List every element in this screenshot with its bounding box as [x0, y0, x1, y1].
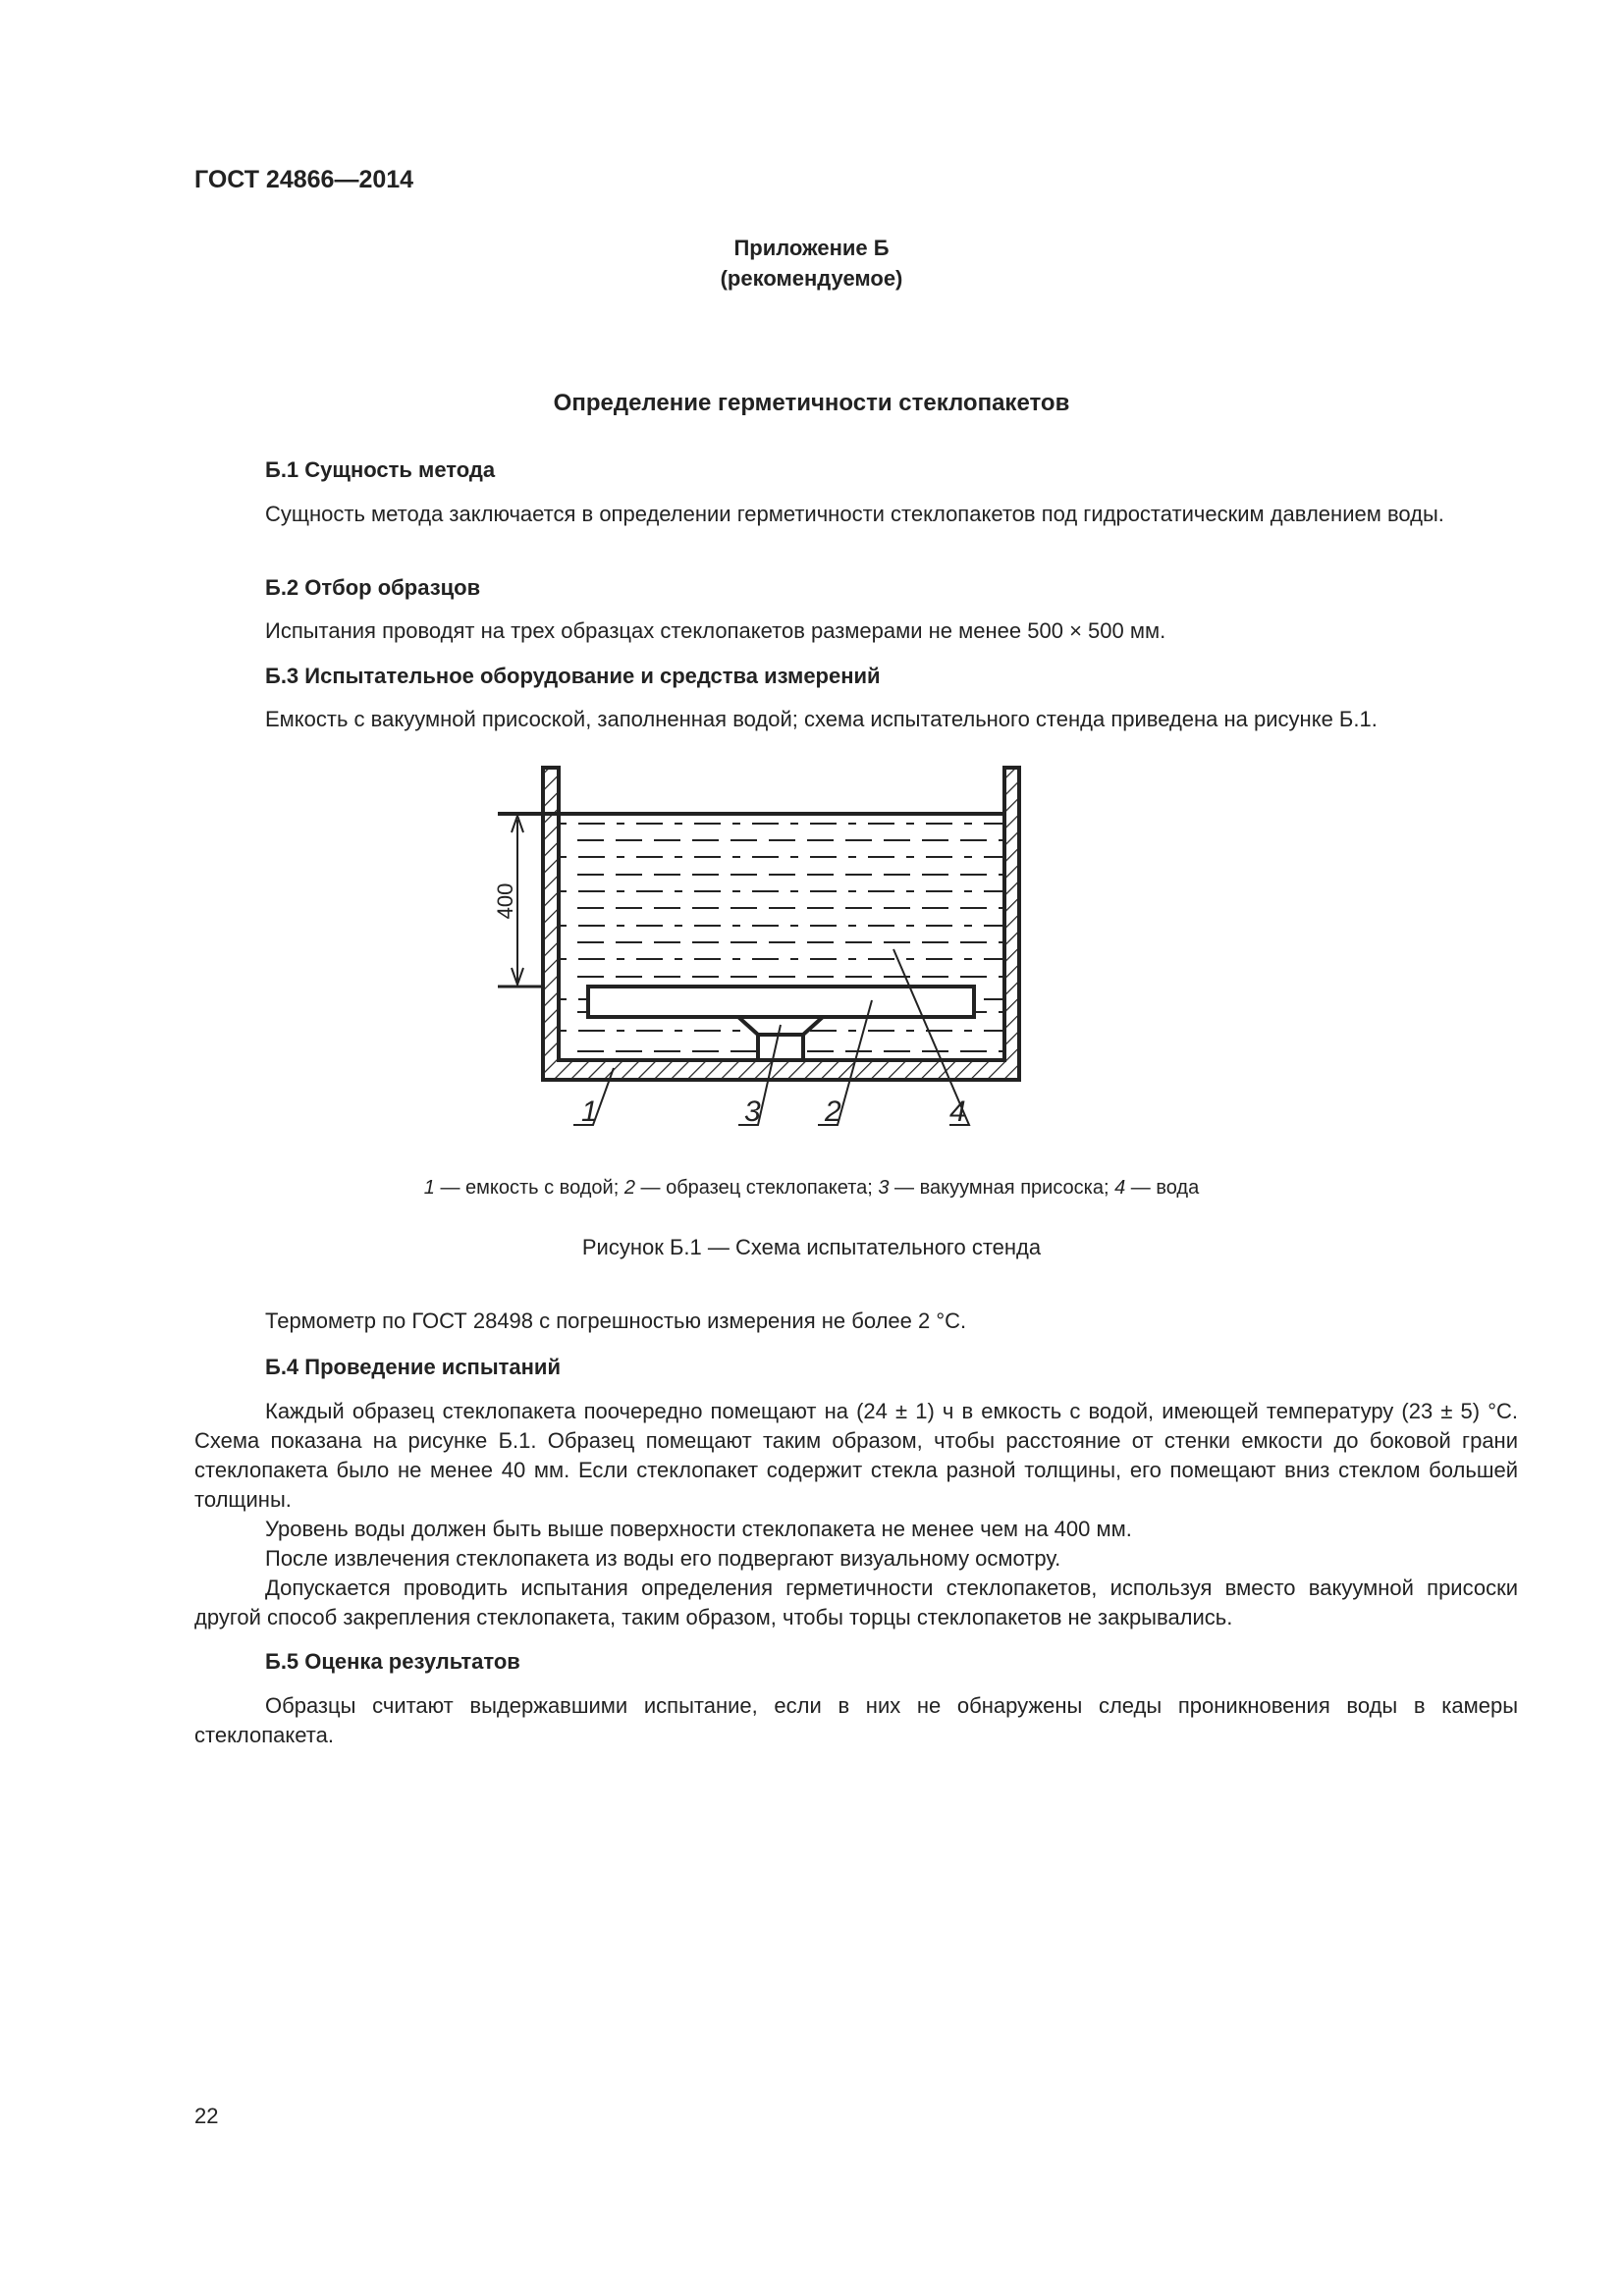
label-3: 3	[744, 1095, 761, 1128]
dimension-label: 400	[493, 882, 517, 920]
paragraph-text: После извлечения стеклопакета из воды его подвергают визуальному осмотру.	[265, 1546, 1061, 1571]
page-number: 22	[194, 2104, 219, 2128]
section-heading: Б.2 Отбор образцов	[265, 575, 481, 600]
paragraph-text: Испытания проводят на трех образцах стеклопакетов размерами не менее 500 × 500 мм.	[265, 618, 1166, 643]
appendix-title: Приложение Б	[733, 236, 890, 260]
paragraph-text: Термометр по ГОСТ 28498 с погрешностью измерения не более 2 °С.	[265, 1308, 967, 1333]
document-header: ГОСТ 24866—2014	[194, 166, 414, 193]
paragraph-text: Каждый образец стеклопакета поочередно помещают на (24 ± 1) ч в емкость с водой, имеющей температуру (23 ± 5) °С. Схема показана на рисунке Б.1. Образец помещают таким образом, чтобы расстояние от стенки емкости до боковой грани стеклопакета было не менее 40 мм. Если стеклопакет содержит стекла разной толщины, его помещают вниз стеклом большей толщины.	[194, 1399, 1518, 1512]
figure-legend: 1 — емкость с водой; 2 — образец стеклопакета; 3 — вакуумная присоска; 4 — вода	[423, 1177, 1200, 1199]
paragraph-text: Сущность метода заключается в определении герметичности стеклопакетов под гидростатическим давлением воды.	[265, 502, 1444, 526]
paragraph-text: Уровень воды должен быть выше поверхности стеклопакета не менее чем на 400 мм.	[265, 1517, 1132, 1541]
paragraph	[194, 1307, 1518, 1336]
page-title: Определение герметичности стеклопакетов	[553, 390, 1070, 416]
section-heading: Б.5 Оценка результатов	[265, 1649, 520, 1674]
vacuum-suction-cup	[758, 1035, 803, 1060]
paragraph-text: Образцы считают выдержавшими испытание, если в них не обнаружены следы проникновения воды в камеры стеклопакета.	[194, 1693, 1518, 1747]
label-2: 2	[825, 1095, 841, 1128]
paragraph-text: Допускается проводить испытания определения герметичности стеклопакетов, используя вместо вакуумной присоски другой способ закрепления стеклопакета, таким образом, чтобы торцы стеклопакетов не закрывались.	[194, 1575, 1518, 1629]
figure-caption: Рисунок Б.1 — Схема испытательного стенда	[581, 1235, 1042, 1259]
paragraph-text: Емкость с вакуумной присоской, заполненная водой; схема испытательного стенда приведена на рисунке Б.1.	[265, 707, 1378, 731]
label-1: 1	[581, 1095, 598, 1128]
label-4: 4	[949, 1095, 966, 1128]
paragraph	[194, 1691, 1518, 1750]
appendix-kind: (рекомендуемое)	[720, 266, 903, 291]
section-heading: Б.3 Испытательное оборудование и средства измерений	[265, 664, 881, 688]
section-heading: Б.4 Проведение испытаний	[265, 1355, 561, 1379]
section-body	[194, 1397, 1518, 1632]
section-heading: Б.1 Сущность метода	[265, 457, 496, 482]
